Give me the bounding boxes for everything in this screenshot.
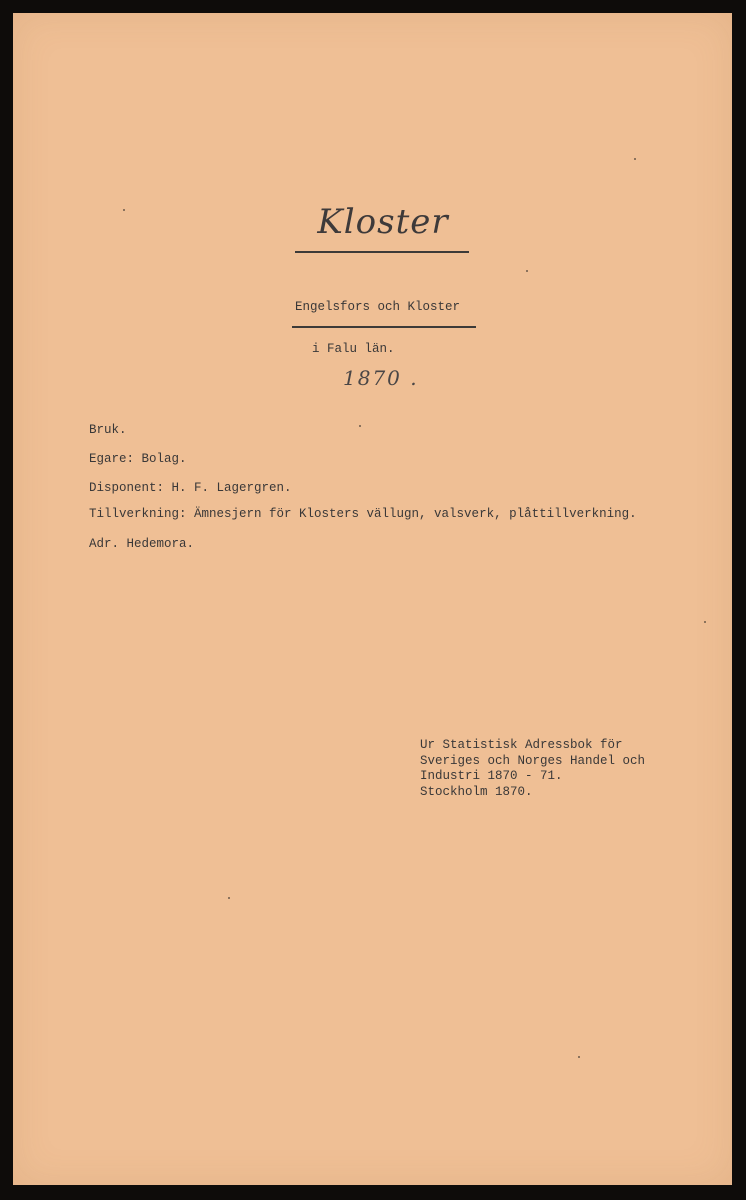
paper-speck [228,897,230,899]
line-disponent: Disponent: H. F. Lagergren. [89,481,292,495]
handwritten-year: 1870 . [343,366,419,390]
source-line-1: Ur Statistisk Adressbok för [420,738,623,752]
paper-speck [578,1056,580,1058]
paper-speck [359,425,361,427]
heading-underline [292,326,476,328]
source-line-4: Stockholm 1870. [420,785,533,799]
paper-speck [634,158,636,160]
title-underline [295,251,469,253]
paper-speck [123,209,125,211]
source-line-2: Sveriges och Norges Handel och [420,754,646,768]
line-egare: Egare: Bolag. [89,452,187,466]
paper-speck [704,621,706,623]
location-line: i Falu län. [312,342,395,356]
paper-speck [526,270,528,272]
source-line-3: Industri 1870 - 71. [420,769,563,783]
line-bruk: Bruk. [89,423,127,437]
paper-sheet [13,13,732,1185]
line-adress: Adr. Hedemora. [89,537,195,551]
heading: Engelsfors och Kloster [295,300,461,314]
line-tillverkning: Tillverkning: Ämnesjern för Klosters vällugn, valsverk, plåttillverkning. [89,507,637,521]
handwritten-title: Kloster [317,202,449,242]
